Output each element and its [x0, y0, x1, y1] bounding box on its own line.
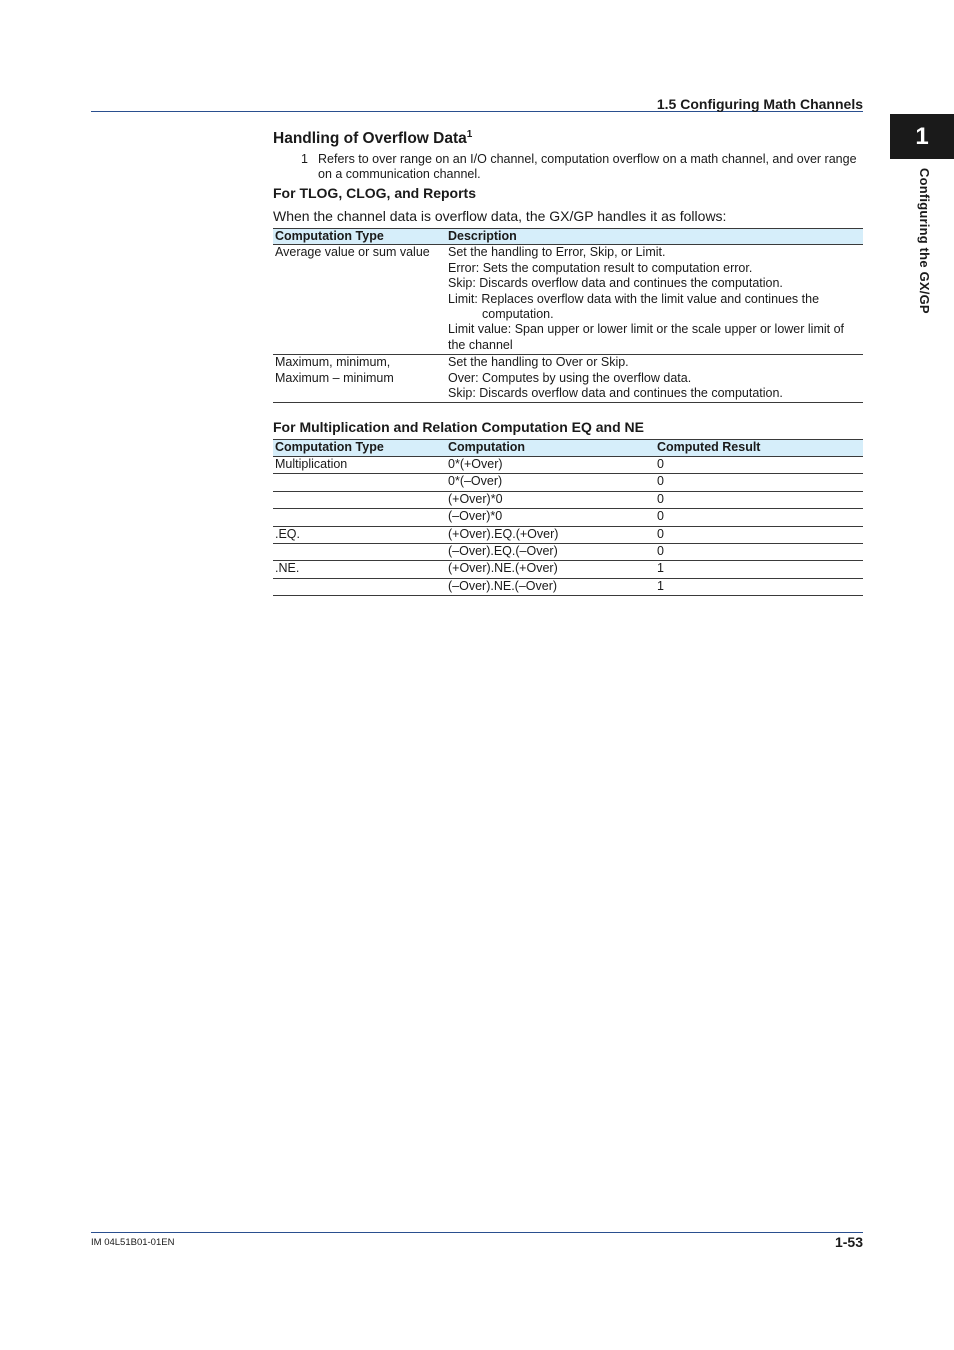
- cell-computation: (+Over).NE.(+Over): [446, 561, 655, 578]
- header-description: Description: [446, 229, 863, 245]
- page-heading: [273, 128, 863, 150]
- table-row: [273, 474, 863, 491]
- main-content: [273, 128, 863, 596]
- cell-result: 1: [655, 578, 863, 595]
- footnote-text: Refers to over range on an I/O channel, computation overflow on a math channel, and over range on a communication channel.: [318, 152, 857, 181]
- table-row: [273, 509, 863, 526]
- cell-type: Maximum, minimum, Maximum – minimum: [273, 355, 446, 403]
- footer-rule: [91, 1232, 863, 1233]
- table-header-row: [273, 229, 863, 245]
- overflow-handling-table: [273, 228, 863, 403]
- footnote-mark: 1: [466, 129, 473, 140]
- table-row: [273, 578, 863, 595]
- table-header-row: [273, 440, 863, 456]
- cell-type: [273, 543, 446, 560]
- cell-computation: 0*(–Over): [446, 474, 655, 491]
- table-row: [273, 561, 863, 578]
- tlog-heading: For TLOG, CLOG, and Reports: [273, 185, 476, 201]
- cell-type: Multiplication: [273, 456, 446, 473]
- cell-type: [273, 578, 446, 595]
- cell-result: 0: [655, 491, 863, 508]
- table-row: [273, 526, 863, 543]
- cell-computation: 0*(+Over): [446, 456, 655, 473]
- cell-computation: (–Over)*0: [446, 509, 655, 526]
- cell-result: 0: [655, 474, 863, 491]
- cell-computation: (–Over).NE.(–Over): [446, 578, 655, 595]
- description-line: Skip: Discards overflow data and continues the computation.: [448, 386, 783, 401]
- header-computed-result: Computed Result: [655, 440, 863, 456]
- cell-result: 0: [655, 526, 863, 543]
- cell-result: 0: [655, 543, 863, 560]
- table-row: [273, 355, 863, 403]
- cell-type: [273, 491, 446, 508]
- description-line: Error: Sets the computation result to computation error.: [448, 260, 753, 275]
- cell-type: .EQ.: [273, 526, 446, 543]
- description-line: Skip: Discards overflow data and continues the computation.: [448, 276, 783, 291]
- cell-computation: (+Over)*0: [446, 491, 655, 508]
- description-line: Limit value: Span upper or lower limit or the scale upper or lower limit of the channel: [448, 322, 845, 352]
- cell-description: [446, 245, 863, 355]
- header-computation-type: Computation Type: [273, 229, 446, 245]
- description-line: Set the handling to Error, Skip, or Limit.: [448, 245, 666, 260]
- table-row: [273, 245, 863, 355]
- page-number: 1-53: [834, 1234, 863, 1250]
- chapter-title-vertical: Configuring the GX/GP: [917, 168, 932, 314]
- mult-heading: For Multiplication and Relation Computation EQ and NE: [273, 419, 644, 436]
- tlog-intro: When the channel data is overflow data, the GX/GP handles it as follows:: [273, 208, 727, 224]
- description-line: Set the handling to Over or Skip.: [448, 355, 629, 370]
- chapter-number-tab: 1: [890, 114, 954, 159]
- footnote: [273, 152, 863, 182]
- cell-type: [273, 474, 446, 491]
- multiplication-relation-table: [273, 439, 863, 596]
- document-id: IM 04L51B01-01EN: [91, 1237, 175, 1248]
- heading-text: Handling of Overflow Data: [273, 130, 467, 147]
- cell-result: 0: [655, 456, 863, 473]
- cell-description: [446, 355, 863, 403]
- table-row: [273, 543, 863, 560]
- cell-result: 1: [655, 561, 863, 578]
- cell-type: Average value or sum value: [273, 245, 446, 355]
- cell-computation: (+Over).EQ.(+Over): [446, 526, 655, 543]
- description-line: Limit: Replaces overflow data with the limit value and continues the: [448, 291, 820, 306]
- header-computation-type: Computation Type: [273, 440, 446, 456]
- cell-type: [273, 509, 446, 526]
- table-row: [273, 491, 863, 508]
- cell-result: 0: [655, 509, 863, 526]
- description-line: computation.: [482, 307, 554, 322]
- header-computation: Computation: [446, 440, 655, 456]
- section-title: 1.5 Configuring Math Channels: [656, 96, 863, 112]
- description-line: Over: Computes by using the overflow data.: [448, 370, 692, 385]
- table-row: [273, 456, 863, 473]
- footnote-number: 1: [301, 152, 308, 166]
- cell-computation: (–Over).EQ.(–Over): [446, 543, 655, 560]
- cell-type: .NE.: [273, 561, 446, 578]
